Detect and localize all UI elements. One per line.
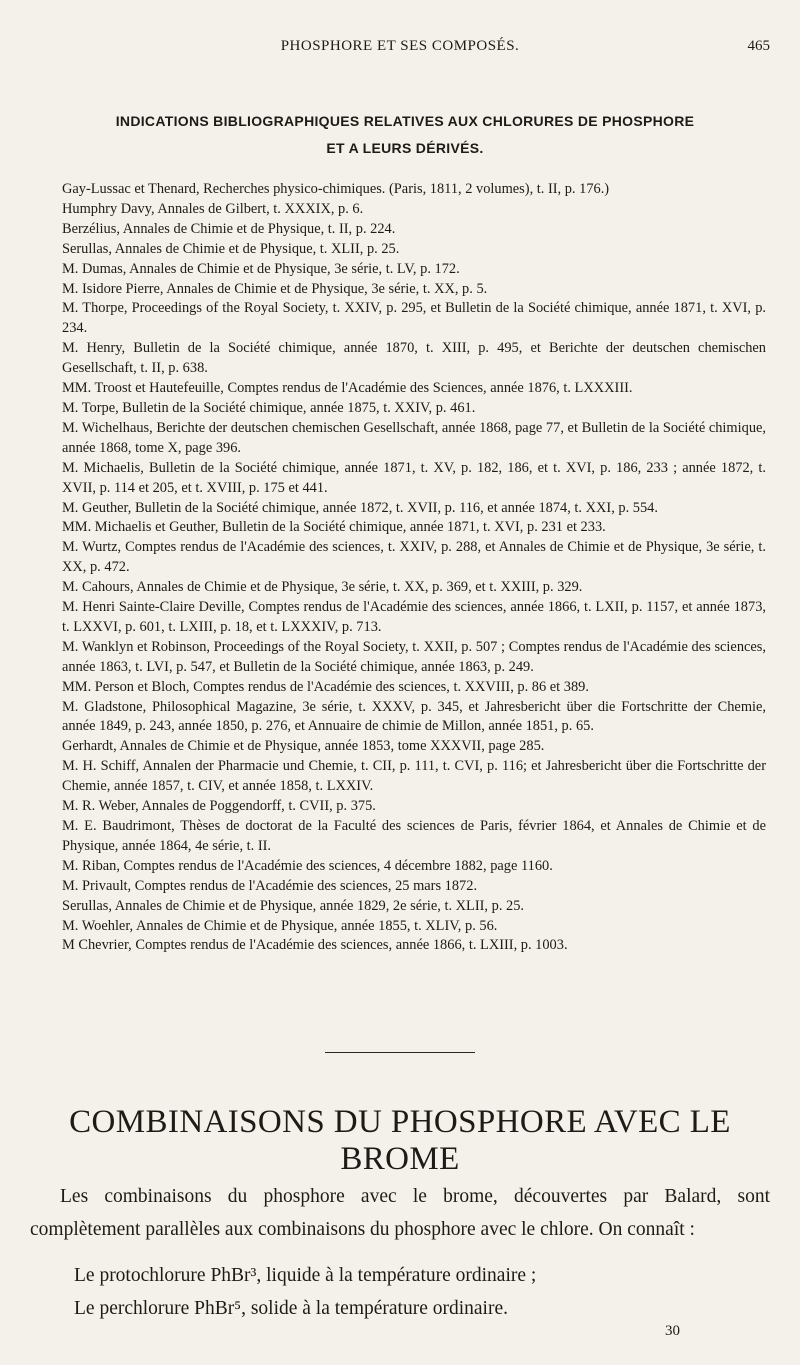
bibliography-entry-text: Berzélius, Annales de Chimie et de Physique, t. II, p. 224. [62, 220, 396, 237]
bibliography-entry-text: Serullas, Annales de Chimie et de Physique, année 1829, 2e série, t. XLII, p. 25. [62, 897, 524, 914]
bibliography-entry [62, 299, 766, 339]
bibliography-entry-text: Gay-Lussac et Thenard, Recherches physico-chimiques. (Paris, 1811, 2 volumes), t. II, p. 176.) [62, 181, 610, 197]
bibliography-entry-text: MM. Michaelis et Geuther, Bulletin de la Société chimique, année 1871, t. XVI, p. 231 et 233. [62, 519, 606, 536]
bibliography-entry-text: M Chevrier, Comptes rendus de l'Académie des sciences, année 1866, t. LXIII, p. 1003. [62, 937, 568, 954]
bibliography-entry [62, 698, 766, 738]
bibliography-entry [62, 857, 766, 877]
bibliography-entry-text: M. Riban, Comptes rendus de l'Académie des sciences, 4 décembre 1882, page 1160. [62, 857, 553, 874]
bibliography-entry-text: M. Geuther, Bulletin de la Société chimique, année 1872, t. XVII, p. 116, et année 1874, t. XXI, p. 554. [62, 499, 658, 516]
bibliography-entry [62, 578, 766, 598]
chapter-intro-paragraph: Les combinaisons du phosphore avec le brome, découvertes par Balard, sont complètement parallèles aux combinaisons du phosphore avec le chlore. On connaît : [30, 1186, 770, 1240]
bibliography-entry [62, 817, 766, 857]
bibliography-entry-text: M. Privault, Comptes rendus de l'Académie des sciences, 25 mars 1872. [62, 877, 478, 894]
running-head [0, 38, 800, 62]
bibliography-entry [62, 499, 766, 519]
bibliography-entry [62, 339, 766, 379]
bibliography-entry [62, 399, 766, 419]
bibliography-entry-text: M. Wanklyn et Robinson, Proceedings of the Royal Society, t. XXII, p. 507 ; Comptes rendus de l'Académie des sciences, année 1863, t. LVI, p. 547, et Bulletin de la Société chimique, année 1863, p. 249. [62, 638, 766, 675]
section-heading-line-1: INDICATIONS BIBLIOGRAPHIQUES RELATIVES AUX CHLORURES DE PHOSPHORE [115, 113, 695, 129]
bibliography-entry [62, 917, 766, 937]
bibliography-entry [62, 797, 766, 817]
bibliography-entry [62, 936, 766, 956]
bibliography-entry [62, 200, 766, 220]
bibliography-entry-text: MM. Person et Bloch, Comptes rendus de l'Académie des sciences, t. XXVIII, p. 86 et 389. [62, 678, 589, 695]
bibliography-entry [62, 638, 766, 678]
bibliography-entry-text: Gerhardt, Annales de Chimie et de Physique, année 1853, tome XXXVII, page 285. [62, 738, 545, 755]
bibliography-entry [62, 379, 766, 399]
bibliography-entry [62, 518, 766, 538]
signature-mark: 30 [665, 1323, 680, 1339]
bibliography-entry-text: M. Henry, Bulletin de la Société chimique, année 1870, t. XIII, p. 495, et Berichte der deutschen chemischen Gesellschaft, t. II, p. 638. [62, 340, 766, 377]
page-number: 465 [747, 38, 770, 54]
running-title: PHOSPHORE ET SES COMPOSÉS. [280, 38, 520, 54]
bibliography-entry-text: M. Wichelhaus, Berichte der deutschen chemischen Gesellschaft, année 1868, page 77, et Bulletin de la Société chimique, année 1868, tome X, page 396. [62, 419, 766, 456]
bibliography-entry-text: M. Torpe, Bulletin de la Société chimique, année 1875, t. XXIV, p. 461. [62, 399, 476, 416]
bibliography-entry-text: M. Henri Sainte-Claire Deville, Comptes rendus de l'Académie des sciences, année 1866, t. LXII, p. 1157, et année 1873, t. LXXVI, p. 601, t. LXIII, p. 18, et t. LXXXIV, p. 713. [62, 599, 766, 635]
bibliography-entry [62, 220, 766, 240]
bibliography-entry-text: M. Woehler, Annales de Chimie et de Physique, année 1855, t. XLIV, p. 56. [62, 917, 498, 934]
bibliography-entry-text: MM. Troost et Hautefeuille, Comptes rendus de l'Académie des Sciences, année 1876, t. LXXXIII. [62, 380, 633, 397]
compound-list-item: Le perchlorure PhBr⁵, solide à la température ordinaire. [74, 1298, 508, 1319]
bibliography-entry [62, 180, 766, 200]
bibliography-entry-text: M. Cahours, Annales de Chimie et de Physique, 3e série, t. XX, p. 369, et t. XXIII, p. 329. [62, 579, 583, 596]
bibliography-entry [62, 538, 766, 578]
bibliography-entry [62, 598, 766, 638]
compound-list-item: Le protochlorure PhBr³, liquide à la température ordinaire ; [74, 1265, 537, 1286]
bibliography-entry-text: M. E. Baudrimont, Thèses de doctorat de la Faculté des sciences de Paris, février 1864, et Annales de Chimie et de Physique, année 1864, 4e série, t. II. [62, 818, 766, 854]
bibliography-entry [62, 419, 766, 459]
bibliography-entry [62, 897, 766, 917]
bibliography-entry [62, 737, 766, 757]
bibliography-entry-text: M. Thorpe, Proceedings of the Royal Society, t. XXIV, p. 295, et Bulletin de la Société chimique, année 1871, t. XVI, p. 234. [62, 300, 766, 337]
bibliography-entry-text: M. H. Schiff, Annalen der Pharmacie und Chemie, t. CII, p. 111, t. CVI, p. 116; et Jahresbericht über die Fortschritte der Chemie, année 1857, t. CIV, et année 1858, t. LXXIV. [62, 758, 766, 795]
bibliography-entry [62, 459, 766, 499]
bibliography-entry [62, 260, 766, 280]
bibliography-entry [62, 678, 766, 698]
bibliography-entry [62, 757, 766, 797]
bibliography-entry [62, 280, 766, 300]
section-heading [60, 108, 750, 162]
bibliography-entry-text: M. Isidore Pierre, Annales de Chimie et de Physique, 3e série, t. XX, p. 5. [62, 280, 488, 297]
bibliography-list [62, 180, 766, 956]
section-heading-line-2: ET A LEURS DÉRIVÉS. [326, 140, 484, 156]
bibliography-entry-text: M. Gladstone, Philosophical Magazine, 3e série, t. XXXV, p. 345, et Jahresbericht über die Fortschritte der Chemie, année 1849, p. 243, année 1850, p. 276, et Annuaire de chimie de Millon, année 1851, p. 65. [62, 698, 766, 735]
bibliography-entry [62, 240, 766, 260]
bibliography-entry-text: Serullas, Annales de Chimie et de Physique, t. XLII, p. 25. [62, 240, 400, 257]
bibliography-entry-text: M. Michaelis, Bulletin de la Société chimique, année 1871, t. XV, p. 182, 186, et t. XVI, p. 186, 233 ; année 1872, t. XVII, p. 114 et 205, et t. XVIII, p. 175 et 441. [62, 459, 766, 496]
bibliography-entry-text: M. Dumas, Annales de Chimie et de Physique, 3e série, t. LV, p. 172. [62, 260, 460, 277]
chapter-title: COMBINAISONS DU PHOSPHORE AVEC LE BROME [69, 1104, 731, 1177]
bibliography-entry-text: M. R. Weber, Annales de Poggendorff, t. CVII, p. 375. [62, 798, 376, 815]
bibliography-entry-text: M. Wurtz, Comptes rendus de l'Académie des sciences, t. XXIV, p. 288, et Annales de Chimie et de Physique, 3e série, t. XX, p. 472. [62, 539, 766, 576]
section-divider-rule [325, 1052, 475, 1053]
bibliography-entry [62, 877, 766, 897]
bibliography-entry-text: Humphry Davy, Annales de Gilbert, t. XXXIX, p. 6. [62, 200, 364, 217]
